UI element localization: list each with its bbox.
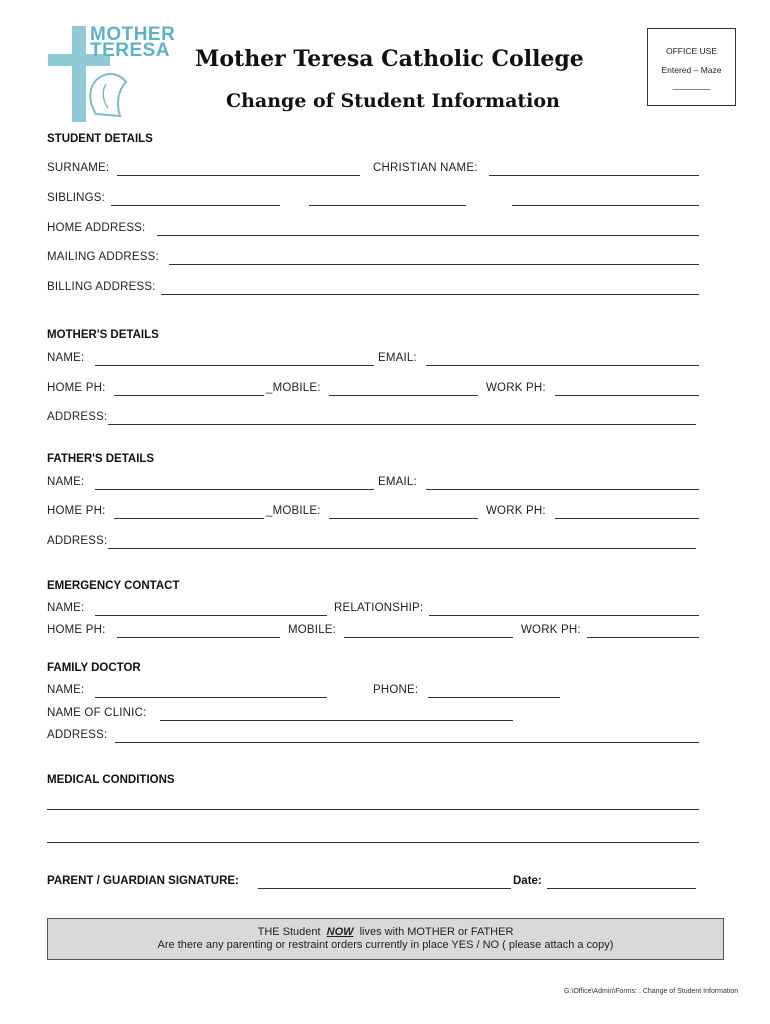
signature-label: PARENT / GUARDIAN SIGNATURE:	[47, 875, 239, 887]
surname-field[interactable]	[117, 175, 360, 176]
billing-address-label: BILLING ADDRESS:	[47, 281, 156, 293]
medical-conditions-line-1[interactable]	[47, 809, 699, 810]
medical-conditions-line-2[interactable]	[47, 842, 699, 843]
logo-text-line2: TERESA	[90, 40, 171, 61]
mother-home-ph-label: HOME PH:	[47, 382, 106, 394]
college-logo	[46, 24, 174, 122]
doctor-name-label: NAME:	[47, 684, 85, 696]
office-use-entered: Entered – Maze	[661, 65, 722, 75]
footer-path: G:\Office\Admin\Forms: : Change of Student Information	[564, 988, 739, 995]
doctor-address-label: ADDRESS:	[47, 729, 108, 741]
date-label: Date:	[513, 875, 542, 887]
emergency-relationship-label: RELATIONSHIP:	[334, 602, 424, 614]
father-name-field[interactable]	[95, 489, 374, 490]
father-mobile-label: _MOBILE:	[266, 505, 321, 517]
father-work-ph-field[interactable]	[555, 518, 699, 519]
mailing-address-field[interactable]	[169, 264, 699, 265]
father-home-ph-field[interactable]	[114, 518, 264, 519]
home-address-field[interactable]	[157, 235, 699, 236]
lives-with-line	[48, 926, 723, 938]
emergency-contact-heading: EMERGENCY CONTACT	[47, 580, 180, 592]
emergency-mobile-field[interactable]	[344, 637, 513, 638]
college-title: Mother Teresa Catholic College	[195, 46, 584, 72]
father-email-field[interactable]	[426, 489, 699, 490]
christian-name-label: CHRISTIAN NAME:	[373, 162, 478, 174]
billing-address-field[interactable]	[161, 294, 699, 295]
logo-text-line1: MOTHER	[90, 24, 176, 45]
emergency-home-ph-label: HOME PH:	[47, 624, 106, 636]
father-address-label: ADDRESS:	[47, 535, 108, 547]
mother-mobile-field[interactable]	[329, 395, 478, 396]
clinic-name-field[interactable]	[160, 720, 513, 721]
mother-address-field[interactable]	[108, 424, 696, 425]
clinic-name-label: NAME OF CLINIC:	[47, 707, 147, 719]
siblings-label: SIBLINGS:	[47, 192, 106, 204]
emergency-mobile-label: MOBILE:	[288, 624, 337, 636]
living-arrangement-box	[47, 918, 724, 960]
home-address-label: HOME ADDRESS:	[47, 222, 146, 234]
medical-conditions-heading: MEDICAL CONDITIONS	[47, 774, 175, 786]
mothers-details-heading: MOTHER'S DETAILS	[47, 329, 159, 341]
father-home-ph-label: HOME PH:	[47, 505, 106, 517]
mother-home-ph-field[interactable]	[114, 395, 264, 396]
office-use-blank: ________	[672, 80, 711, 90]
mother-name-field[interactable]	[95, 365, 374, 366]
lives-with-text-b: lives with MOTHER or FATHER	[359, 926, 514, 938]
emergency-name-label: NAME:	[47, 602, 85, 614]
office-use-title: OFFICE USE	[665, 46, 717, 56]
father-work-ph-label: WORK PH:	[486, 505, 546, 517]
mother-email-field[interactable]	[426, 365, 699, 366]
now-emphasis: NOW	[326, 926, 354, 938]
mailing-address-label: MAILING ADDRESS:	[47, 251, 159, 263]
mother-mobile-label: _MOBILE:	[266, 382, 321, 394]
father-address-field[interactable]	[108, 548, 696, 549]
family-doctor-heading: FAMILY DOCTOR	[47, 662, 141, 674]
office-use-box	[647, 28, 736, 106]
emergency-relationship-field[interactable]	[429, 615, 699, 616]
mother-address-label: ADDRESS:	[47, 411, 108, 423]
restraint-orders-line: Are there any parenting or restraint orders currently in place YES / NO ( please attach a copy)	[157, 939, 614, 951]
emergency-name-field[interactable]	[95, 615, 327, 616]
lives-with-text-a: THE Student	[257, 926, 321, 938]
father-email-label: EMAIL:	[378, 476, 417, 488]
mother-email-label: EMAIL:	[378, 352, 417, 364]
sibling-field-3[interactable]	[512, 205, 699, 206]
doctor-name-field[interactable]	[95, 697, 327, 698]
surname-label: SURNAME:	[47, 162, 110, 174]
fathers-details-heading: FATHER'S DETAILS	[47, 453, 155, 465]
student-details-heading: STUDENT DETAILS	[47, 133, 153, 145]
doctor-phone-field[interactable]	[428, 697, 560, 698]
doctor-phone-label: PHONE:	[373, 684, 419, 696]
father-mobile-field[interactable]	[329, 518, 478, 519]
father-name-label: NAME:	[47, 476, 85, 488]
sibling-field-2[interactable]	[309, 205, 466, 206]
emergency-work-ph-label: WORK PH:	[521, 624, 581, 636]
emergency-work-ph-field[interactable]	[587, 637, 699, 638]
christian-name-field[interactable]	[489, 175, 699, 176]
doctor-address-field[interactable]	[115, 742, 699, 743]
signature-field[interactable]	[258, 888, 511, 889]
form-title: Change of Student Information	[226, 90, 560, 112]
mother-name-label: NAME:	[47, 352, 85, 364]
mother-work-ph-field[interactable]	[555, 395, 699, 396]
sibling-field-1[interactable]	[111, 205, 280, 206]
emergency-home-ph-field[interactable]	[117, 637, 280, 638]
mother-work-ph-label: WORK PH:	[486, 382, 546, 394]
date-field[interactable]	[547, 888, 696, 889]
